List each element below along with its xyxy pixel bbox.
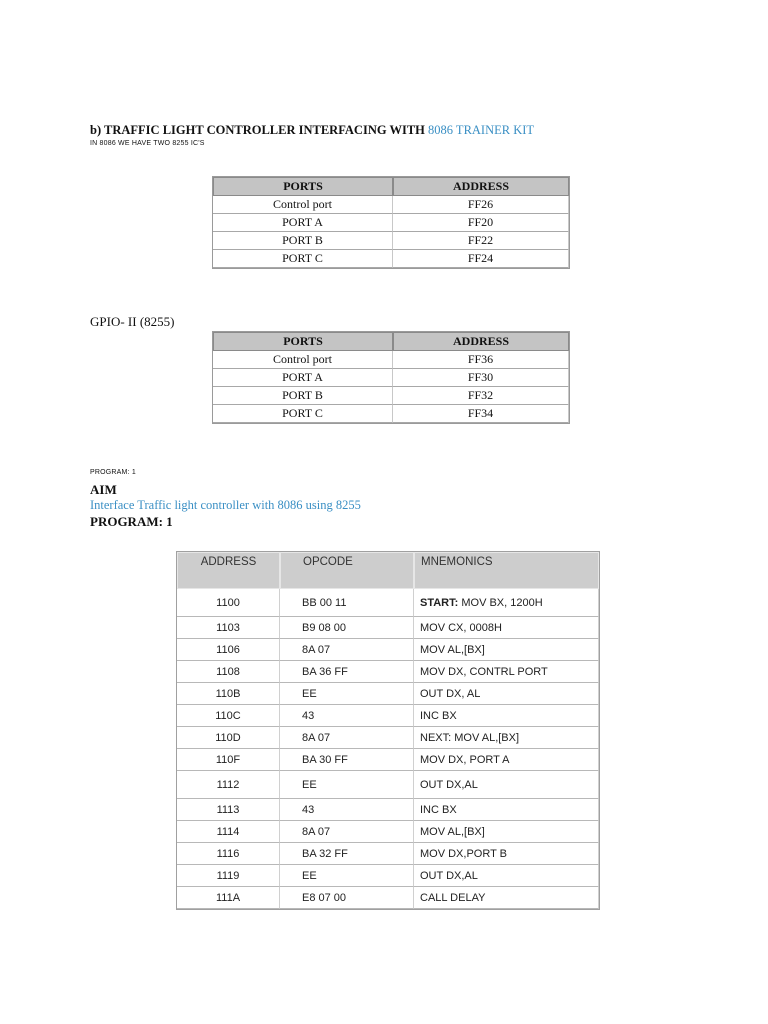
table-header-row bbox=[177, 552, 599, 589]
opcode-cell: 43 bbox=[280, 705, 414, 727]
port-address: FF22 bbox=[393, 232, 569, 250]
table-row bbox=[177, 771, 599, 799]
address-cell: 1114 bbox=[177, 821, 280, 843]
ic-note: IN 8086 WE HAVE TWO 8255 IC'S bbox=[90, 140, 205, 147]
address-cell: 1103 bbox=[177, 617, 280, 639]
port-address: FF30 bbox=[393, 369, 569, 387]
mnemonic-cell bbox=[414, 727, 599, 749]
table-row bbox=[213, 369, 569, 387]
port-address: FF34 bbox=[393, 405, 569, 423]
table-row bbox=[177, 683, 599, 705]
section-heading bbox=[90, 123, 534, 138]
address-cell: 111A bbox=[177, 887, 280, 909]
instruction-text: MOV DX, PORT A bbox=[420, 753, 510, 766]
mnemonic-cell bbox=[414, 887, 599, 909]
column-header-address: ADDRESS bbox=[177, 552, 280, 589]
program-table bbox=[176, 551, 600, 910]
address-cell: 1119 bbox=[177, 865, 280, 887]
instruction-text: MOV DX,PORT B bbox=[420, 847, 508, 860]
instruction-text: OUT DX,AL bbox=[420, 869, 478, 882]
opcode-cell: 8A 07 bbox=[280, 727, 414, 749]
instruction-text: MOV BX, 1200H bbox=[458, 596, 543, 609]
table-row bbox=[213, 387, 569, 405]
opcode-cell: 8A 07 bbox=[280, 639, 414, 661]
table-row bbox=[213, 405, 569, 423]
table-row bbox=[177, 843, 599, 865]
address-cell: 1116 bbox=[177, 843, 280, 865]
address-cell: 1112 bbox=[177, 771, 280, 799]
aim-text: Interface Traffic light controller with 8086 using 8255 bbox=[90, 498, 361, 512]
mnemonic-cell bbox=[414, 639, 599, 661]
aim-label: AIM bbox=[90, 482, 117, 497]
opcode-cell: 43 bbox=[280, 799, 414, 821]
address-cell: 1100 bbox=[177, 589, 280, 617]
opcode-cell: B9 08 00 bbox=[280, 617, 414, 639]
column-header: PORTS bbox=[213, 177, 393, 196]
port-name: PORT A bbox=[213, 214, 393, 232]
table-header-row bbox=[213, 177, 569, 196]
table-row bbox=[213, 250, 569, 268]
table-row bbox=[177, 887, 599, 909]
address-cell: 1108 bbox=[177, 661, 280, 683]
mnemonic-cell bbox=[414, 843, 599, 865]
table-row bbox=[177, 799, 599, 821]
port-name: PORT C bbox=[213, 405, 393, 423]
opcode-cell: BA 32 FF bbox=[280, 843, 414, 865]
table-row bbox=[177, 617, 599, 639]
port-name: Control port bbox=[213, 351, 393, 369]
table-row bbox=[177, 727, 599, 749]
table-row bbox=[213, 214, 569, 232]
instruction-text: CALL DELAY bbox=[420, 891, 486, 904]
table-row bbox=[213, 196, 569, 214]
instruction-text: MOV DX, CONTRL PORT bbox=[420, 665, 548, 678]
mnemonic-cell bbox=[414, 683, 599, 705]
instruction-label: START: bbox=[420, 596, 459, 609]
table-row bbox=[177, 661, 599, 683]
heading-link[interactable]: 8086 TRAINER KIT bbox=[428, 123, 535, 137]
gpio1-port-table bbox=[212, 176, 570, 269]
port-address: FF36 bbox=[393, 351, 569, 369]
gpio2-port-table bbox=[212, 331, 570, 424]
instruction-text: INC BX bbox=[420, 803, 457, 816]
port-name: Control port bbox=[213, 196, 393, 214]
mnemonic-cell bbox=[414, 799, 599, 821]
address-cell: 1113 bbox=[177, 799, 280, 821]
mnemonic-cell bbox=[414, 705, 599, 727]
table-row bbox=[213, 351, 569, 369]
table-row bbox=[177, 821, 599, 843]
opcode-cell: EE bbox=[280, 683, 414, 705]
opcode-cell: BB 00 11 bbox=[280, 589, 414, 617]
port-name: PORT B bbox=[213, 232, 393, 250]
opcode-cell: BA 36 FF bbox=[280, 661, 414, 683]
program-small-label: PROGRAM: 1 bbox=[90, 469, 136, 476]
instruction-text: MOV CX, 0008H bbox=[420, 621, 502, 634]
opcode-cell: BA 30 FF bbox=[280, 749, 414, 771]
port-address: FF32 bbox=[393, 387, 569, 405]
address-cell: 1106 bbox=[177, 639, 280, 661]
instruction-text: MOV AL,[BX] bbox=[420, 825, 485, 838]
instruction-text: OUT DX, AL bbox=[420, 687, 481, 700]
port-name: PORT A bbox=[213, 369, 393, 387]
address-cell: 110D bbox=[177, 727, 280, 749]
port-address: FF20 bbox=[393, 214, 569, 232]
instruction-text: INC BX bbox=[420, 709, 457, 722]
port-name: PORT B bbox=[213, 387, 393, 405]
column-header-opcode: OPCODE bbox=[280, 552, 414, 589]
opcode-cell: EE bbox=[280, 771, 414, 799]
mnemonic-cell bbox=[414, 821, 599, 843]
port-name: PORT C bbox=[213, 250, 393, 268]
instruction-text: OUT DX,AL bbox=[420, 778, 478, 791]
column-header: PORTS bbox=[213, 332, 393, 351]
mnemonic-cell bbox=[414, 617, 599, 639]
table-row bbox=[177, 705, 599, 727]
opcode-cell: 8A 07 bbox=[280, 821, 414, 843]
column-header: ADDRESS bbox=[393, 177, 569, 196]
table-row bbox=[177, 865, 599, 887]
program-label: PROGRAM: 1 bbox=[90, 514, 173, 529]
mnemonic-cell bbox=[414, 749, 599, 771]
port-address: FF24 bbox=[393, 250, 569, 268]
mnemonic-cell bbox=[414, 771, 599, 799]
address-cell: 110C bbox=[177, 705, 280, 727]
port-address: FF26 bbox=[393, 196, 569, 214]
column-header-mnemonics: MNEMONICS bbox=[414, 552, 599, 589]
address-cell: 110B bbox=[177, 683, 280, 705]
opcode-cell: E8 07 00 bbox=[280, 887, 414, 909]
mnemonic-cell bbox=[414, 589, 599, 617]
table-row bbox=[177, 749, 599, 771]
table-row bbox=[213, 232, 569, 250]
table-header-row bbox=[213, 332, 569, 351]
opcode-cell: EE bbox=[280, 865, 414, 887]
mnemonic-cell bbox=[414, 865, 599, 887]
table-row bbox=[177, 589, 599, 617]
heading-text: b) TRAFFIC LIGHT CONTROLLER INTERFACING WITH bbox=[90, 123, 429, 137]
column-header: ADDRESS bbox=[393, 332, 569, 351]
instruction-text: MOV AL,[BX] bbox=[420, 643, 485, 656]
address-cell: 110F bbox=[177, 749, 280, 771]
mnemonic-cell bbox=[414, 661, 599, 683]
gpio2-label: GPIO- II (8255) bbox=[90, 314, 175, 329]
table-row bbox=[177, 639, 599, 661]
instruction-text: NEXT: MOV AL,[BX] bbox=[420, 731, 520, 744]
